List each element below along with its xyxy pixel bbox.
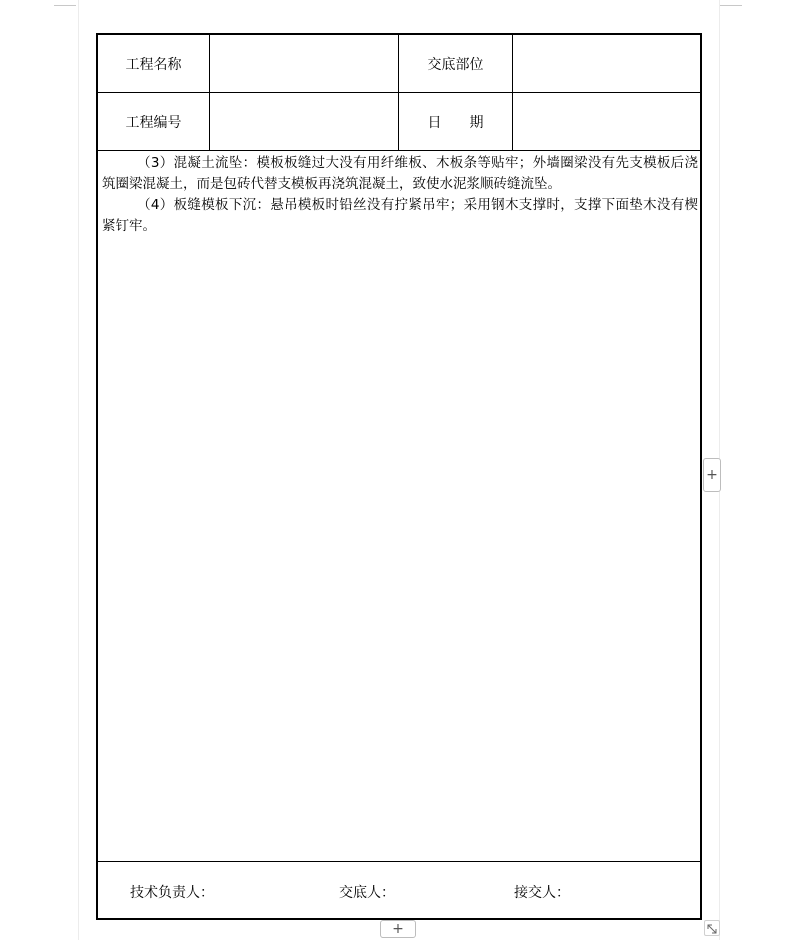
signature-row <box>98 861 700 918</box>
tech-lead-label: 技术负责人： <box>130 885 214 901</box>
header-row-2 <box>98 93 700 151</box>
disclosure-content[interactable] <box>102 153 698 237</box>
page-corner-mark-right <box>720 0 742 6</box>
date-value[interactable] <box>513 93 700 150</box>
add-row-button[interactable]: + <box>380 920 416 938</box>
disclosure-table <box>96 33 702 920</box>
project-name-label: 工程名称 <box>98 35 210 92</box>
disclosure-part-value[interactable] <box>513 35 700 92</box>
resize-icon <box>705 922 719 936</box>
discloser-label: 交底人： <box>339 885 395 901</box>
date-label: 日 期 <box>399 93 513 150</box>
page-margin-left <box>78 0 79 940</box>
project-number-label: 工程编号 <box>98 93 210 150</box>
paragraph-3: （3）混凝土流坠：模板板缝过大没有用纤维板、木板条等贴牢；外墙圈梁没有先支模板后浇筑圈梁混凝土，而是包砖代替支模板再浇筑混凝土，致使水泥浆顺砖缝流坠。 <box>102 155 698 192</box>
add-column-button[interactable]: + <box>703 458 721 492</box>
receiver-label: 接交人： <box>514 885 570 901</box>
project-name-value[interactable] <box>210 35 399 92</box>
page-corner-mark-left <box>54 0 76 6</box>
table-resize-handle[interactable] <box>704 920 720 936</box>
paragraph-4: （4）板缝模板下沉：悬吊模板时铅丝没有拧紧吊牢；采用钢木支撑时，支撑下面垫木没有楔紧钉牢。 <box>102 197 698 234</box>
project-number-value[interactable] <box>210 93 399 150</box>
disclosure-part-label: 交底部位 <box>399 35 513 92</box>
header-row-1 <box>98 35 700 93</box>
